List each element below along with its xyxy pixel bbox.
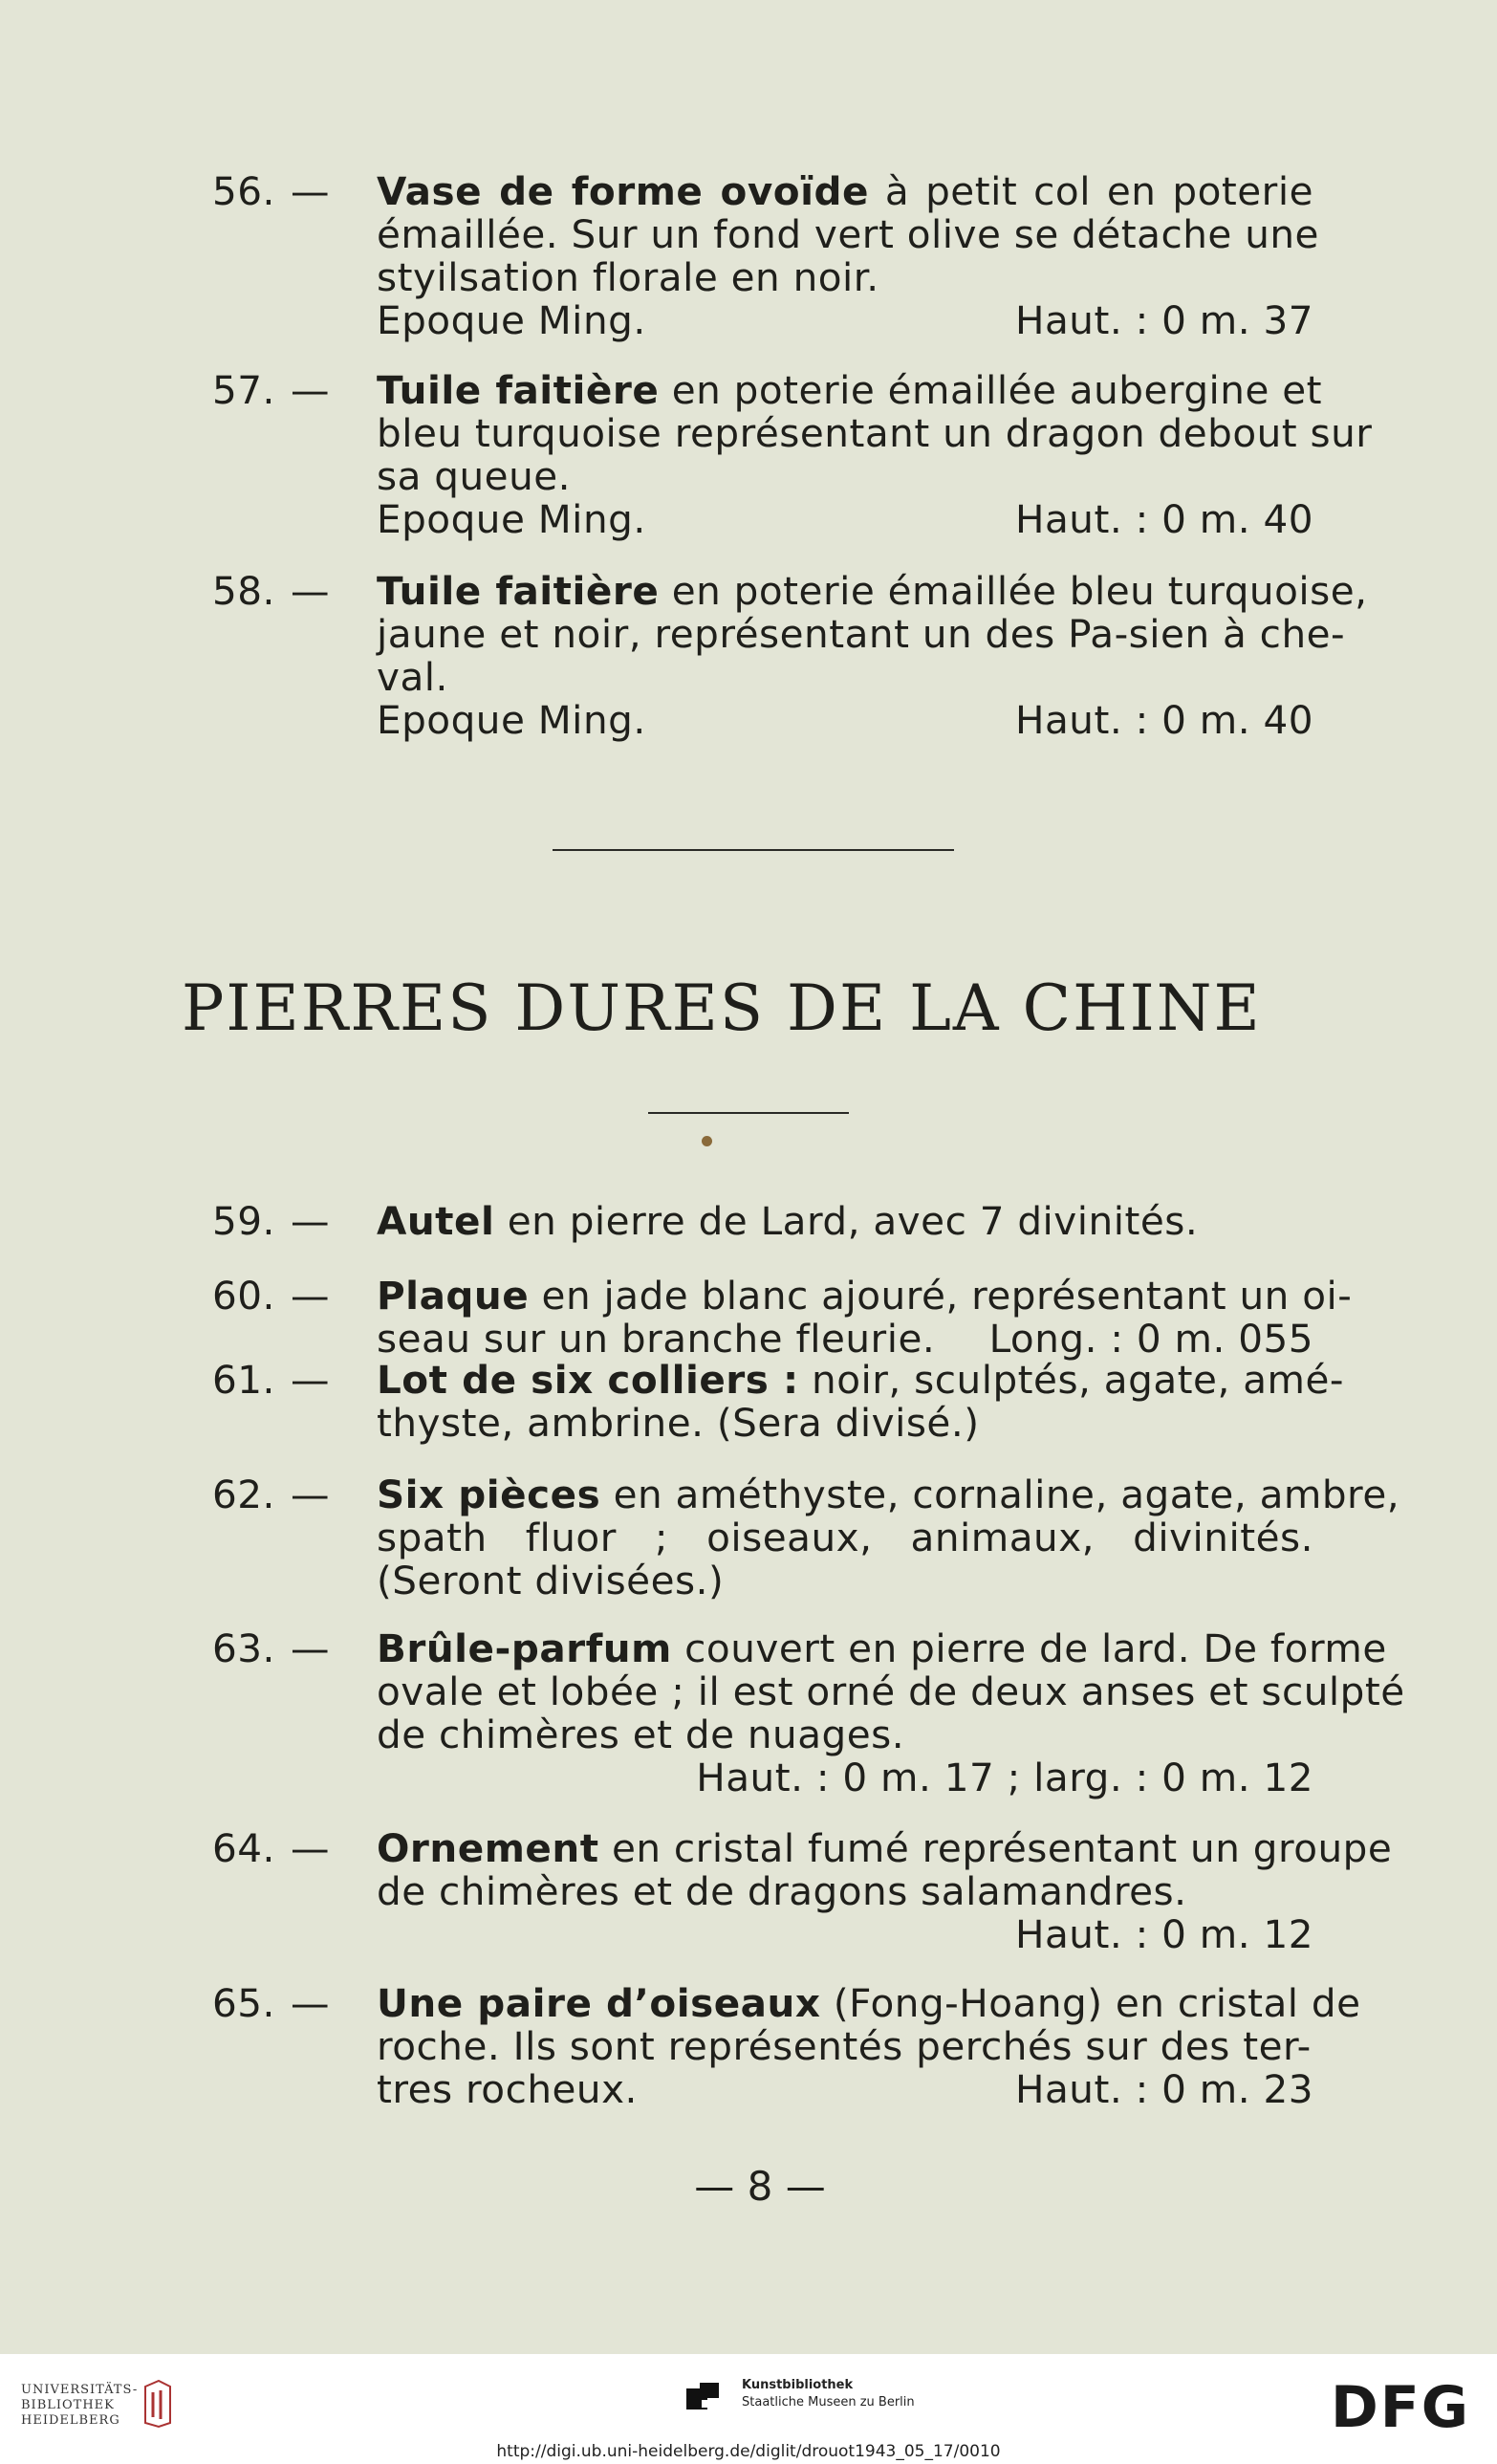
university-logo-icon	[141, 2379, 174, 2429]
description-line	[377, 656, 1313, 699]
lot-description	[377, 1472, 1400, 1603]
description-line	[377, 1668, 1405, 1714]
description-line	[377, 1713, 1313, 1756]
lot-dash: —	[291, 1198, 330, 1244]
lot-dash: —	[291, 1472, 330, 1517]
line-left-text: Epoque Ming.	[377, 496, 646, 542]
lot-title: Plaque	[377, 1273, 530, 1319]
uni-line-2: BIBLIOTHEK	[21, 2398, 115, 2412]
description-line	[377, 611, 1346, 657]
description-line	[377, 299, 1313, 342]
line-text: de chimères et de dragons salamandres.	[377, 1868, 1187, 1914]
lot-number: 60.	[212, 1273, 275, 1319]
description-line	[377, 1559, 1313, 1603]
lot-description	[377, 367, 1373, 542]
line-text: en jade blanc ajouré, représentant un oi-	[529, 1273, 1353, 1319]
line-text: à petit col en poterie	[868, 168, 1313, 214]
line-text: en pierre de Lard, avec 7 divinités.	[494, 1198, 1199, 1244]
description-line	[377, 256, 1313, 299]
description-line	[377, 2068, 1313, 2111]
line-left-text: Epoque Ming.	[377, 697, 646, 743]
university-library-label	[21, 2383, 138, 2429]
heading-underline	[648, 1112, 849, 1114]
description-line	[377, 1200, 1313, 1243]
description-line	[377, 1913, 1313, 1956]
description-line	[377, 1980, 1361, 2026]
line-text: ovale et lobée ; il est orné de deux anses et sculpté	[377, 1668, 1405, 1714]
line-text: en poterie émaillée aubergine et	[659, 367, 1323, 413]
lot-title: Tuile faitière	[377, 568, 660, 614]
line-text: thyste, ambrine. (Sera divisé.)	[377, 1400, 980, 1446]
line-text: bleu turquoise représentant un dragon debout sur	[377, 410, 1373, 456]
line-text: spath fluor ; oiseaux, animaux, divinités.	[377, 1515, 1313, 1560]
lot-description	[377, 1980, 1361, 2112]
line-left-text: tres rocheux.	[377, 2066, 638, 2112]
lot-dash: —	[291, 168, 330, 214]
line-text: (Seront divisées.)	[377, 1558, 725, 1603]
digitization-footer	[0, 2354, 1497, 2464]
lot-description	[377, 1825, 1393, 1957]
lot-title: Tuile faitière	[377, 367, 660, 413]
lot-title: Vase de forme ovoïde	[377, 168, 869, 214]
line-text: en poterie émaillée bleu turquoise,	[659, 568, 1368, 614]
lot-number: 59.	[212, 1198, 275, 1244]
page-number: — 8 —	[694, 2163, 826, 2210]
description-line	[377, 1870, 1313, 1913]
lot-number: 57.	[212, 367, 275, 413]
line-left-text: seau sur un branche fleurie.	[377, 1316, 936, 1362]
ornament-dot	[702, 1136, 712, 1146]
kunstbibliothek-logo-icon	[686, 2383, 719, 2415]
lot-dash: —	[291, 1357, 330, 1403]
dimensions-text: Haut. : 0 m. 40	[1015, 496, 1313, 542]
description-line	[377, 1357, 1344, 1403]
lot-description	[377, 168, 1319, 343]
dimensions-text: Haut. : 0 m. 40	[1015, 697, 1313, 743]
lot-title: Six pièces	[377, 1472, 601, 1517]
description-line	[377, 170, 1313, 213]
dfg-logo: DFG	[1331, 2374, 1471, 2441]
lot-number: 58.	[212, 568, 275, 614]
lot-dash: —	[291, 1825, 330, 1871]
lot-dash: —	[291, 367, 330, 413]
lot-dash: —	[291, 1980, 330, 2026]
lot-dash: —	[291, 1273, 330, 1319]
source-url[interactable]: http://digi.ub.uni-heidelberg.de/diglit/drouot1943_05_17/0010	[496, 2442, 1001, 2461]
description-line	[377, 367, 1323, 413]
lot-number: 56.	[212, 168, 275, 214]
description-line	[377, 1756, 1313, 1799]
line-text: roche. Ils sont représentés perchés sur des ter-	[377, 2023, 1312, 2069]
lot-title: Brûle-parfum	[377, 1625, 672, 1671]
lot-number: 64.	[212, 1825, 275, 1871]
lot-number: 63.	[212, 1625, 275, 1671]
description-line	[377, 2025, 1313, 2068]
dimensions-text: Haut. : 0 m. 37	[1015, 297, 1313, 343]
lot-description	[377, 1357, 1344, 1446]
lot-dash: —	[291, 1625, 330, 1671]
description-line	[377, 1273, 1353, 1319]
lot-title: Autel	[377, 1198, 495, 1244]
description-line	[377, 455, 1313, 498]
line-left-text: Epoque Ming.	[377, 297, 646, 343]
line-text: en cristal fumé représentant un groupe	[598, 1825, 1393, 1871]
lot-number: 61.	[212, 1357, 275, 1403]
dimensions-text: Long. : 0 m. 055	[988, 1316, 1313, 1362]
section-heading: PIERRES DURES DE LA CHINE	[182, 971, 1262, 1045]
line-text: styilsation florale en noir.	[377, 254, 879, 300]
lot-description	[377, 568, 1368, 743]
lot-title: Ornement	[377, 1825, 599, 1871]
description-line	[377, 568, 1368, 614]
description-line	[377, 211, 1319, 257]
uni-line-1: UNIVERSITÄTS-	[21, 2383, 139, 2397]
lot-number: 65.	[212, 1980, 275, 2026]
description-line	[377, 1516, 1313, 1559]
description-line	[377, 1402, 1313, 1445]
kb-subtitle: Staatliche Museen zu Berlin	[742, 2395, 915, 2409]
dimensions-text: Haut. : 0 m. 23	[1015, 2066, 1313, 2112]
line-text: val.	[377, 654, 448, 700]
description-line	[377, 410, 1373, 456]
line-text: sa queue.	[377, 453, 572, 499]
dimensions-text: Haut. : 0 m. 12	[1015, 1911, 1313, 1957]
line-text: noir, sculptés, agate, amé-	[798, 1357, 1344, 1403]
description-line	[377, 699, 1313, 742]
description-line	[377, 1625, 1387, 1671]
description-line	[377, 1825, 1393, 1871]
lot-description	[377, 1273, 1353, 1362]
description-line	[377, 498, 1313, 541]
line-text: (Fong-Hoang) en cristal de	[820, 1980, 1361, 2026]
lot-dash: —	[291, 568, 330, 614]
lot-description	[377, 1200, 1313, 1243]
uni-line-3: HEIDELBERG	[21, 2413, 120, 2428]
line-text: couvert en pierre de lard. De forme	[671, 1625, 1387, 1671]
lot-title: Lot de six colliers :	[377, 1357, 799, 1403]
lot-title: Une paire d’oiseaux	[377, 1980, 821, 2026]
dimensions-text: Haut. : 0 m. 17 ; larg. : 0 m. 12	[696, 1755, 1313, 1800]
line-text: en améthyste, cornaline, agate, ambre,	[600, 1472, 1400, 1517]
kb-title: Kunstbibliothek	[742, 2378, 854, 2392]
line-text: émaillée. Sur un fond vert olive se détache une	[377, 211, 1319, 257]
lot-number: 62.	[212, 1472, 275, 1517]
kunstbibliothek-label	[742, 2377, 915, 2411]
description-line	[377, 1318, 1313, 1361]
separator-rule	[553, 849, 954, 851]
line-text: jaune et noir, représentant un des Pa-sien à che-	[377, 611, 1346, 657]
line-text: de chimères et de nuages.	[377, 1712, 905, 1757]
description-line	[377, 1472, 1400, 1517]
lot-description	[377, 1625, 1405, 1800]
